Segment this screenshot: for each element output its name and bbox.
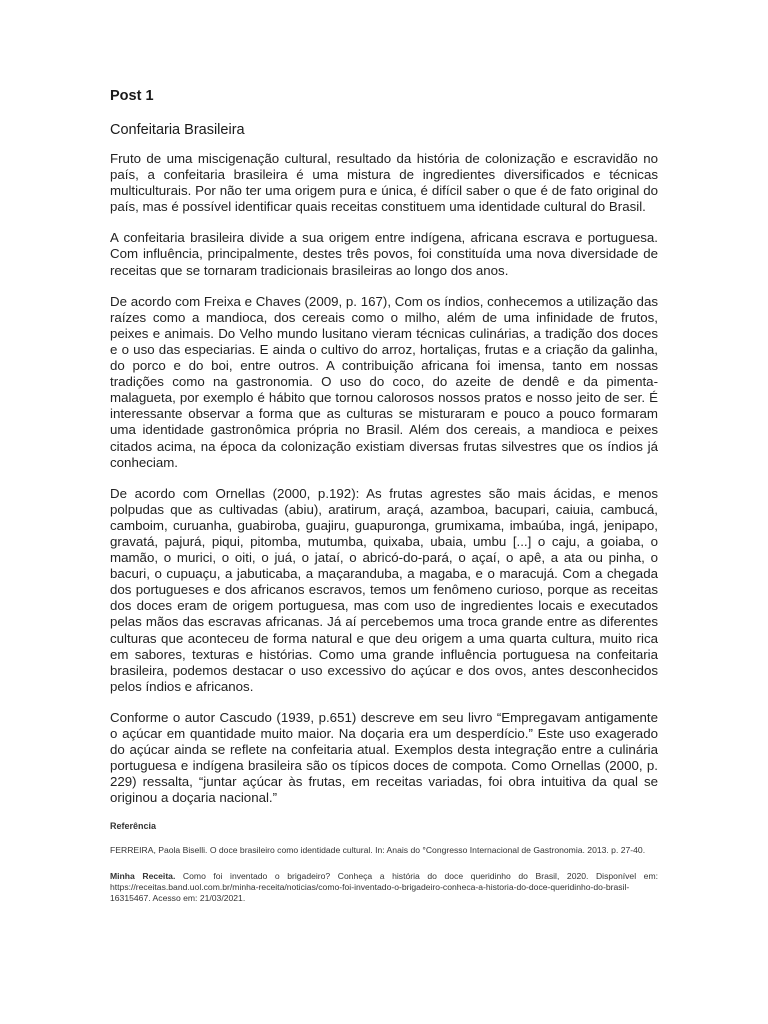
reference-text: FERREIRA, Paola Biselli. O doce brasileiro como identidade cultural. In: Anais do °Congresso Internacional de Gastronomia. 2013. p. 27-40. [110, 845, 646, 856]
post-subtitle: Confeitaria Brasileira [110, 122, 245, 138]
body-paragraph: Conforme o autor Cascudo (1939, p.651) descreve em seu livro “Empregavam antigamente o açúcar em quantidade muito maior. Na doçaria era um desperdício.” Este uso exagerado do açúcar ainda se reflete na confeitaria atual. Exemplos desta integração entre a culinária portuguesa e indígena brasileira são os típicos doces de compota. Como Ornellas (2000, p. 229) ressalta, “juntar açúcar às frutas, em receitas variadas, foi obra intuitiva da qual se originou a doçaria nacional.” [110, 709, 658, 806]
document-content [110, 87, 658, 918]
reference-item [110, 871, 658, 905]
body-paragraph: De acordo com Ornellas (2000, p.192): As frutas agrestes são mais ácidas, e menos polpudas que as cultivadas (abiu), aratirum, araçá, azamboa, bacupari, caiuia, cambucá, camboim, curuanha, guabiroba, guajiru, guapuronga, grumixama, imbaúba, ingá, jenipapo, gravatá, pajurá, piqui, pitomba, mutumba, quixaba, ubaia, umbu [...] o caju, a goiaba, o mamão, o murici, o oiti, o juá, o jataí, o abricó-do-pará, o açaí, o apê, a ata ou pinha, o bacuri, o cupuaçu, a jabuticaba, a maçaranduba, a magaba, e o maracujá. Com a chegada dos portugueses e dos africanos escravos, temos um fenômeno curioso, porque as receitas dos doces eram de origem portuguesa, mas com uso de ingredientes locais e executados pelas mãos das escravas africanas. Já aí percebemos uma troca grande entre as diferentes culturas que aconteceu de forma natural e que deu origem a uma quarta cultura, muito rica em sabores, texturas e histórias. Como uma grande influência portuguesa na confeitaria brasileira, podemos destacar o uso excessivo do açúcar e dos ovos, antes desconhecidos pelos índios e africanos. [110, 485, 658, 694]
body-paragraph: Fruto de uma miscigenação cultural, resultado da história de colonização e escravidão no país, a confeitaria brasileira é uma mistura de ingredientes diversificados e técnicas multiculturais. Por não ter uma origem pura e única, é difícil saber o que é de fato original do país, mas é possível identificar quais receitas constituem uma identidade cultural do Brasil. [110, 151, 658, 215]
post-heading: Post 1 [110, 88, 154, 104]
reference-text: Como foi inventado o brigadeiro? Conheça a história do doce queridinho do Brasil, 2020. Disponível em: https://receitas.band.uol.com.br/minha-receita/noticias/como-foi-inventado-o-brigadeiro-conheca-a-historia-do-doce-queridinho-do-brasil-16315467. Acesso em: 21/03/2021. [110, 870, 658, 904]
references-heading: Referência [110, 821, 157, 832]
body-paragraph: A confeitaria brasileira divide a sua origem entre indígena, africana escrava e portuguesa. Com influência, principalmente, destes três povos, foi constituída uma nova diversidade de receitas que se tornaram tradicionais brasileiras ao longo dos anos. [110, 230, 658, 278]
reference-item [110, 845, 658, 856]
body-paragraph: De acordo com Freixa e Chaves (2009, p. 167), Com os índios, conhecemos a utilização das raízes como a mandioca, dos cereais como o milho, além de uma infinidade de frutos, peixes e animais. Do Velho mundo lusitano vieram técnicas culinárias, a tradição dos doces e o uso das especiarias. E ainda o cultivo do arroz, hortaliças, frutas e a criação da galinha, do porco e do boi, entre outros. A contribuição africana foi imensa, tanto em nossas tradições como na gastronomia. O uso do coco, do azeite de dendê e da pimenta-malagueta, por exemplo é hábito que tornou calorosos nossos pratos e nosso jeito de ser. É interessante observar a forma que as culturas se misturaram e pouco a pouco formaram uma identidade gastronômica própria no Brasil. Além dos cereais, a mandioca e peixes citados acima, na época da colonização existiam diversas frutas silvestres que os índios já conheciam. [110, 293, 658, 470]
reference-lead: Minha Receita. [110, 870, 176, 881]
